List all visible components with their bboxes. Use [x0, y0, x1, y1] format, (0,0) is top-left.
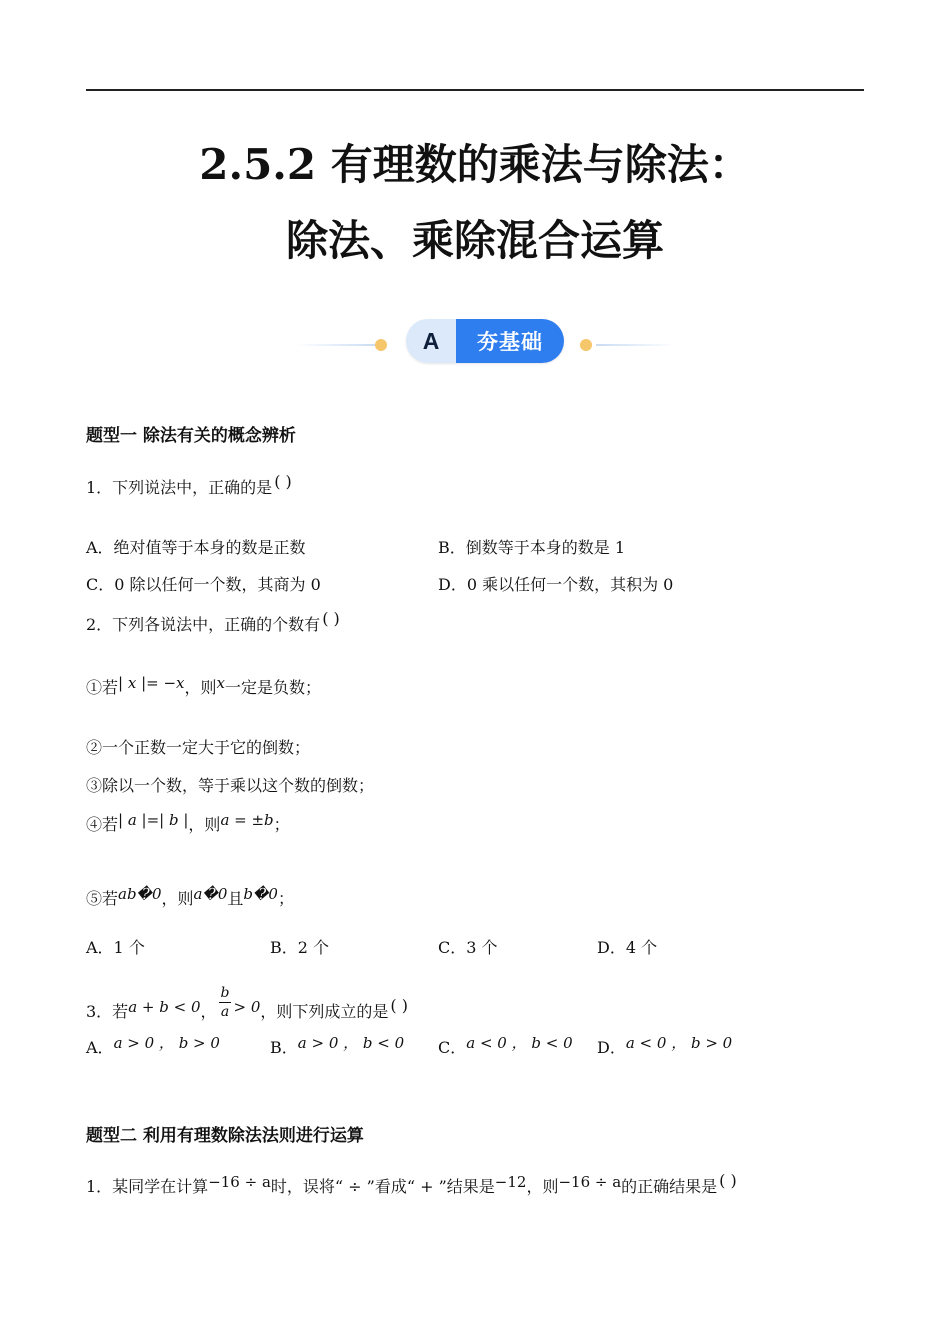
banner-left-line [296, 344, 376, 346]
question-text: ，则 [526, 1177, 559, 1196]
banner-right-line [596, 344, 676, 346]
option-c [438, 1035, 573, 1058]
statement-prefix: ①若 [86, 678, 119, 697]
question-text: 时，误将“ ÷ ”看成“ + ”结果是 [270, 1177, 495, 1196]
option-letter: B． [270, 1038, 298, 1057]
math-expression: x [216, 674, 225, 692]
statement-prefix: ④若 [86, 815, 119, 834]
math-expression: a < 0 ， b < 0 [466, 1034, 573, 1052]
question-text: 的正确结果是 [621, 1177, 718, 1196]
question-1-1 [86, 472, 292, 498]
math-expression: a = ±b [220, 811, 274, 829]
statement-3: ③除以一个数，等于乘以这个数的倒数； [86, 776, 375, 795]
question-1-2 [86, 609, 340, 635]
statement-2: ②一个正数一定大于它的倒数； [86, 738, 311, 757]
statement-5 [86, 886, 294, 909]
statement-text: 且 [227, 889, 244, 908]
statement-text: ，则 [184, 678, 217, 697]
math-expression: a > 0 ， b > 0 [113, 1034, 220, 1052]
answer-paren: ( ) [322, 609, 340, 628]
question-2-1 [86, 1171, 737, 1197]
option-b: B．2 个 [270, 938, 330, 957]
option-b [270, 1035, 404, 1058]
fraction [219, 984, 232, 1021]
question-text: ，则下列成立的是 [260, 1002, 389, 1021]
answer-paren: ( ) [719, 1171, 737, 1190]
option-d [597, 1035, 732, 1058]
section-heading-2: 题型二 利用有理数除法法则进行运算 [86, 1126, 364, 1146]
question-stem: 2．下列各说法中，正确的个数有 [86, 615, 321, 634]
answer-paren: ( ) [390, 996, 408, 1015]
banner-right-dot [580, 339, 592, 351]
punctuation: ， [200, 1002, 217, 1021]
statement-text: 一定是负数； [224, 678, 321, 697]
level-badge [406, 319, 564, 363]
page-title-line2: 除法、乘除混合运算 [285, 216, 664, 265]
statement-text: ，则 [188, 815, 221, 834]
badge-letter: A [406, 319, 456, 363]
statement-prefix: ⑤若 [86, 889, 119, 908]
statement-text: ，则 [161, 889, 194, 908]
math-expression: −12 [494, 1173, 527, 1191]
math-expression: b�0 [243, 885, 278, 903]
option-c: C．3 个 [438, 938, 498, 957]
option-a: A．绝对值等于本身的数是正数 [86, 538, 306, 557]
page-title-line1: 2.5.2 有理数的乘法与除法： [199, 140, 751, 189]
option-b: B．倒数等于本身的数是 1 [438, 538, 626, 557]
statement-1 [86, 675, 321, 698]
answer-paren: ( ) [274, 472, 292, 491]
option-d: D．4 个 [597, 938, 658, 957]
math-expression: −16 ÷ a [208, 1173, 271, 1191]
math-expression: | x |= −x [118, 674, 185, 692]
option-a: A．1 个 [86, 938, 145, 957]
statement-text: ； [273, 815, 290, 834]
math-expression: | a |=| b | [118, 811, 189, 829]
fraction-numerator: b [220, 985, 230, 1001]
math-expression: a < 0 ， b > 0 [625, 1034, 733, 1052]
question-stem: 1．某同学在计算 [86, 1177, 209, 1196]
badge-label: 夯基础 [456, 319, 564, 363]
option-letter: C． [438, 1038, 467, 1057]
math-expression: ab�0 [118, 885, 162, 903]
banner-left-dot [375, 339, 387, 351]
statement-4 [86, 812, 290, 835]
statement-text: ； [277, 889, 294, 908]
question-stem: 1．下列说法中，正确的是 [86, 478, 273, 497]
math-expression: −16 ÷ a [558, 1173, 622, 1191]
option-c: C．0 除以任何一个数，其商为 0 [86, 575, 321, 594]
math-expression: > 0 [233, 998, 261, 1016]
option-letter: A． [86, 1038, 114, 1057]
top-rule [86, 89, 864, 91]
option-letter: D． [597, 1038, 626, 1057]
question-stem: 3．若 [86, 1002, 129, 1021]
level-banner [296, 319, 676, 365]
math-expression: a + b < 0 [128, 998, 201, 1016]
section-heading-1: 题型一 除法有关的概念辨析 [86, 426, 296, 446]
question-1-3 [86, 985, 408, 1031]
option-d: D．0 乘以任何一个数，其积为 0 [438, 575, 674, 594]
math-expression: a�0 [193, 885, 228, 903]
math-expression: a > 0 ， b < 0 [297, 1034, 405, 1052]
fraction-denominator: a [220, 1004, 230, 1020]
option-a [86, 1035, 220, 1058]
